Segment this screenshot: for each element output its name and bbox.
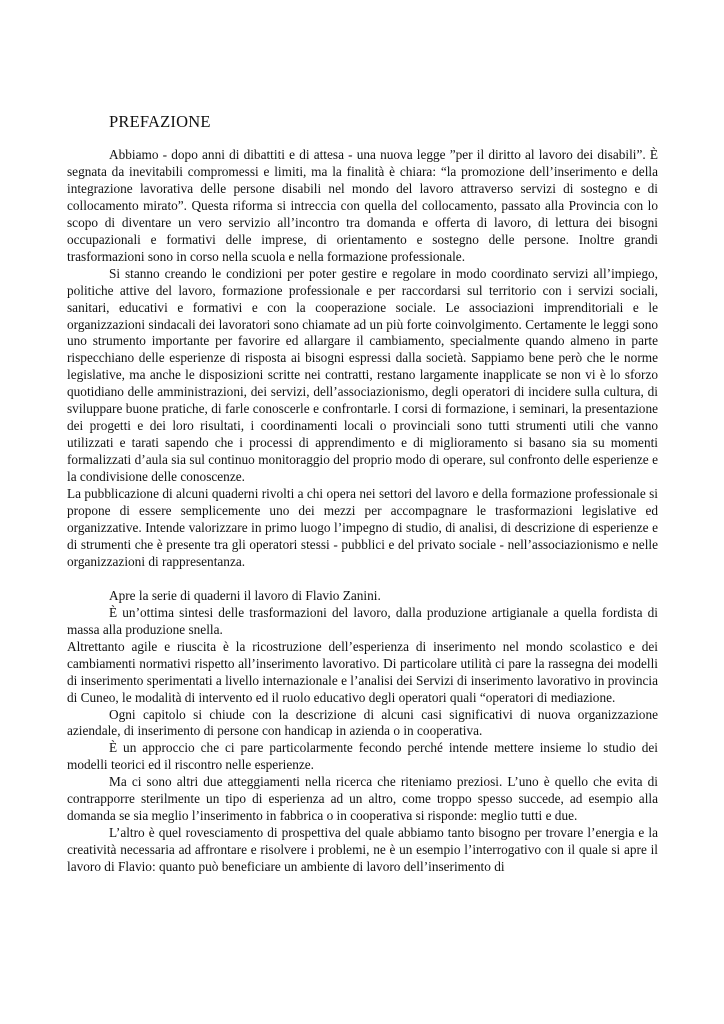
paragraph-8: È un approccio che ci pare particolarmente fecondo perché intende mettere insieme lo studio dei modelli teorici ed il riscontro nelle esperienze. xyxy=(67,740,658,773)
paragraph-6: Altrettanto agile e riuscita è la ricostruzione dell’esperienza di inserimento nel mondo scolastico e dei cambiamenti normativi rispetto all’inserimento lavorativo. Di particolare utilità ci pare la rassegna dei modelli di inserimento sperimentati a livello internazionale e l’analisi dei Servizi di inserimento lavorativo in provincia di Cuneo, le modalità di intervento ed il ruolo educativo degli operatori quali “operatori di mediazione. xyxy=(67,638,658,705)
paragraph-2: Si stanno creando le condizioni per poter gestire e regolare in modo coordinato servizi all’impiego, politiche attive del lavoro, formazione professionale e per raccordarsi sul territorio con i servizi sociali, sanitari, educativi e formativi e con la cooperazione sociale. Le associazioni imprenditoriali e le organizzazioni sindacali dei lavoratori sono chiamate ad un più forte coinvolgimento. Certamente le leggi sono uno strumento importante per favorire ed allargare il cambiamento, specialmente quando almeno in parte rispecchiano delle esperienze di risposta ai bisogni espressi dalla società. Sappiamo bene però che le norme legislative, ma anche le disposizioni scritte nei contratti, restano largamente inapplicate se non vi è lo sforzo quotidiano delle amministrazioni, dei servizi, dell’associazionismo, degli operatori di incidere sulla cultura, di sviluppare buone pratiche, di farle conoscerle e confrontarle. I corsi di formazione, i seminari, la presentazione dei progetti e dei loro risultati, i coordinamenti locali o provinciali sono tutti strumenti utili che vanno utilizzati e tarati sapendo che i processi di apprendimento e di miglioramento si basano sia su momenti formalizzati d’aula sia sul continuo monitoraggio del proprio modo di operare, sul confronto delle esperienze e la condivisione delle conoscenze. xyxy=(67,265,658,485)
paragraph-9: Ma ci sono altri due atteggiamenti nella ricerca che riteniamo preziosi. L’uno è quello che evita di contrapporre sterilmente un tipo di esperienza ad un altro, come troppo spesso succede, ad esempio alla domanda se sia meglio l’inserimento in fabbrica o in cooperativa si risponde: meglio tutti e due. xyxy=(67,774,658,824)
page-title: PREFAZIONE xyxy=(109,112,211,131)
paragraph-4: Apre la serie di quaderni il lavoro di Flavio Zanini. xyxy=(109,587,381,603)
paragraph-7: Ogni capitolo si chiude con la descrizione di alcuni casi significativi di nuova organizzazione aziendale, di inserimento di persone con handicap in azienda o in cooperativa. xyxy=(67,706,658,739)
paragraph-1: Abbiamo - dopo anni di dibattiti e di attesa - una nuova legge ”per il diritto al lavoro dei disabili”. È segnata da inevitabili compromessi e limiti, ma la finalità è chiara: “la promozione dell’inserimento e della integrazione lavorativa delle persone disabili nel mondo del lavoro attraverso servizi di sostegno e di collocamento mirato”. Questa riforma si intreccia con quella del collocamento, passato alla Provincia con lo scopo di diventare un vero servizio all’incontro tra domanda e offerta di lavoro, di lettura dei bisogni occupazionali e formativi delle imprese, di orientamento e sostegno delle persone. Inoltre grandi trasformazioni sono in corso nella scuola e nella formazione professionale. xyxy=(67,147,658,264)
document-body xyxy=(67,147,658,876)
paragraph-spacer xyxy=(67,571,658,588)
paragraph-3: La pubblicazione di alcuni quaderni rivolti a chi opera nei settori del lavoro e della formazione professionale si propone di essere semplicemente uno dei mezzi per accompagnare le trasformazioni legislative ed organizzative. Intende valorizzare in primo luogo l’impegno di studio, di analisi, di descrizione di esperienze e di strumenti che è presente tra gli operatori stessi - pubblici e del privato sociale - nell’associazionismo e nelle organizzazioni di rappresentanza. xyxy=(67,486,658,569)
paragraph-5: È un’ottima sintesi delle trasformazioni del lavoro, dalla produzione artigianale a quella fordista di massa alla produzione snella. xyxy=(67,604,658,637)
paragraph-10: L’altro è quel rovesciamento di prospettiva del quale abbiamo tanto bisogno per trovare l’energia e la creatività necessaria ad affrontare e risolvere i problemi, ne è un esempio l’interrogativo con il quale si apre il lavoro di Flavio: quanto può beneficiare un ambiente di lavoro dell’inserimento di xyxy=(67,825,658,875)
